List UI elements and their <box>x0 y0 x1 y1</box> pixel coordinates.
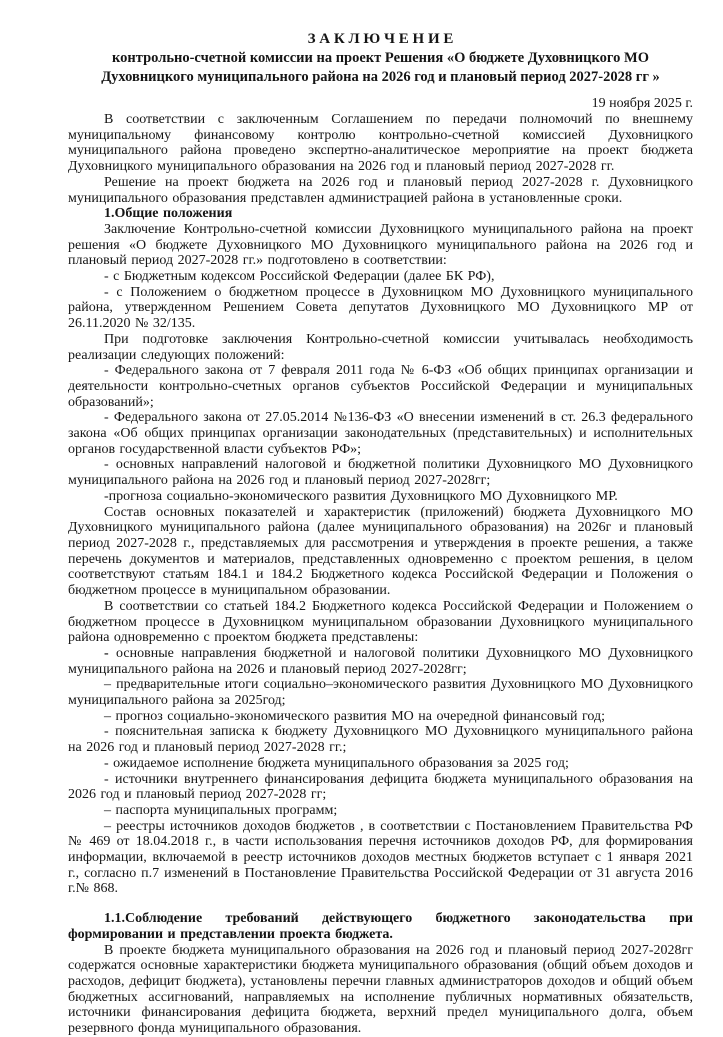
list-item-explanatory-note: - пояснительная записка к бюджету Духовницкого МО Духовницкого муниципального района на 2026 год и плановый период 2027-2028 гг.; <box>68 724 693 756</box>
paragraph-composition-indicators: Состав основных показателей и характеристик (приложений) бюджета Духовницкого МО Духовницкого муниципального района (далее муниципального образования) на 2026г и плановый период 2027-2028 г., представляемых для рассмотрения и утверждения в проекте решения, а также перечень документов и материалов, представленных одновременно с проектом решения, в целом соответствуют статьям 184.1 и 184.2 Бюджетного кодекса Российской Федерации и Положения о бюджетном процессе в муниципальном образовании. <box>68 504 693 599</box>
paragraph-preparation-considered: При подготовке заключения Контрольно-счетной комиссии учитывалась необходимость реализации следующих положений: <box>68 331 693 363</box>
list-item-program-passports: – паспорта муниципальных программ; <box>104 802 338 818</box>
section-heading-compliance: 1.1.Соблюдение требований действующего бюджетного законодательства при формировании и представлении проекта бюджета. <box>68 911 693 942</box>
list-marker: - <box>104 645 109 661</box>
document-title: З А К Л Ю Ч Е Н И Е <box>307 31 454 47</box>
list-item-socioeconomic-forecast-year: – прогноз социально-экономического развития МО на очередной финансовый год; <box>104 708 605 724</box>
list-item-federal-law-6fz: - Федерального закона от 7 февраля 2011 года № 6-ФЗ «Об общих принципах организации и деятельности контрольно-счетных органов субъектов Российской Федерации и муниципальных образований»; <box>68 363 693 410</box>
list-item-preliminary-results: – предварительные итоги социально–экономического развития Духовницкого МО Духовницкого муниципального района за 2025год; <box>68 677 693 709</box>
paragraph-agreement: В соответствии с заключенным Соглашением по передачи полномочий по внешнему муниципальному финансовому контролю контрольно-счетной комиссией Духовницкого муниципального района проведено экспертно-аналитическое мероприятие на проект бюджета Духовницкого муниципального образования на 2026 год и плановый период 2027-2028 гг. <box>68 112 693 175</box>
document-subtitle: контрольно-счетной комиссии на проект Решения «О бюджете Духовницкого МО Духовницкого муниципального района на 2026 год и плановый период 2027-2028 гг » <box>101 50 660 85</box>
list-item-main-directions <box>68 646 693 677</box>
list-item-revenue-source-registers: – реестры источников доходов бюджетов , в соответствии с Постановлением Правительства РФ № 469 от 18.04.2018 г., в части использования перечня источников доходов РФ, для формирования информации, включаемой в реестр источников доходов местных бюджетов вступает с 1 января 2021 г., согласно п.7 изменений в Постановление Правительства Российской Федерации от 31 августа 2016 г.№ 868. <box>68 818 693 897</box>
section-heading-general: 1.Общие положения <box>104 206 233 222</box>
list-item-tax-budget-policy: - основных направлений налоговой и бюджетной политики Духовницкого МО Духовницкого муниципального района на 2026 год и плановый период 2027-2028гг; <box>68 457 693 489</box>
list-item-socioeconomic-forecast-mr: -прогноза социально-экономического развития Духовницкого МО Духовницкого МР. <box>104 488 618 504</box>
list-item-budget-process-regulation: - с Положением о бюджетном процессе в Духовницком МО Духовницкого муниципального района, утвержденном Решением Совета депутатов Духовницкого МО Духовницкого МР от 26.11.2020 № 32/135. <box>68 284 693 332</box>
paragraph-prepared-in-accordance: Заключение Контрольно-счетной комиссии Духовницкого муниципального района на проект решения «О бюджете Духовницкого МО Духовницкого муниципального района на 2026 год и плановый период 2027-2028 гг.» подготовлено в соответствии: <box>68 221 693 269</box>
list-item-text: основные направления бюджетной и налоговой политики Духовницкого МО Духовницкого муниципального района на 2026 и плановый период 2027-2028гг; <box>68 645 693 677</box>
list-item-federal-law-136fz: - Федерального закона от 27.05.2014 №136-ФЗ «О внесении изменений в ст. 26.3 федерального закона «Об общих принципах организации законодательных (представительных) и исполнительных органов государственной власти субъектов РФ»; <box>68 410 693 457</box>
paragraph-article-184-2: В соответствии со статьей 184.2 Бюджетного кодекса Российской Федерации и Положением о бюджетном процессе в Духовницком муниципальном образовании Духовницкого муниципального района одновременно с проектом бюджета представлены: <box>68 598 693 646</box>
paragraph-decision-submitted: Решение на проект бюджета на 2026 год и плановый период 2027-2028 г. Духовницкого муниципального образования представлен администрацией района в установленные сроки. <box>68 174 693 206</box>
paragraph-draft-budget-characteristics: В проекте бюджета муниципального образования на 2026 год и плановый период 2027-2028гг содержатся основные характеристики бюджета муниципального образования (общий объем доходов и расходов, дефицит бюджета), установлены перечни главных администраторов доходов и общий объем бюджетных ассигнований, направляемых на исполнение публичных нормативных обязательств, источники финансирования дефицита бюджета, верхний предел муниципального долга, объем резервного фонда муниципального образования. <box>68 942 693 1037</box>
list-item-deficit-financing-sources: - источники внутреннего финансирования дефицита бюджета муниципального образования на 2026 год и плановый период 2027-2028 гг; <box>68 771 693 803</box>
list-item-budget-code: - с Бюджетным кодексом Российской Федерации (далее БК РФ), <box>104 269 495 285</box>
list-item-expected-execution: - ожидаемое исполнение бюджета муниципального образования за 2025 год; <box>104 755 569 771</box>
document-date: 19 ноября 2025 г. <box>591 96 693 111</box>
